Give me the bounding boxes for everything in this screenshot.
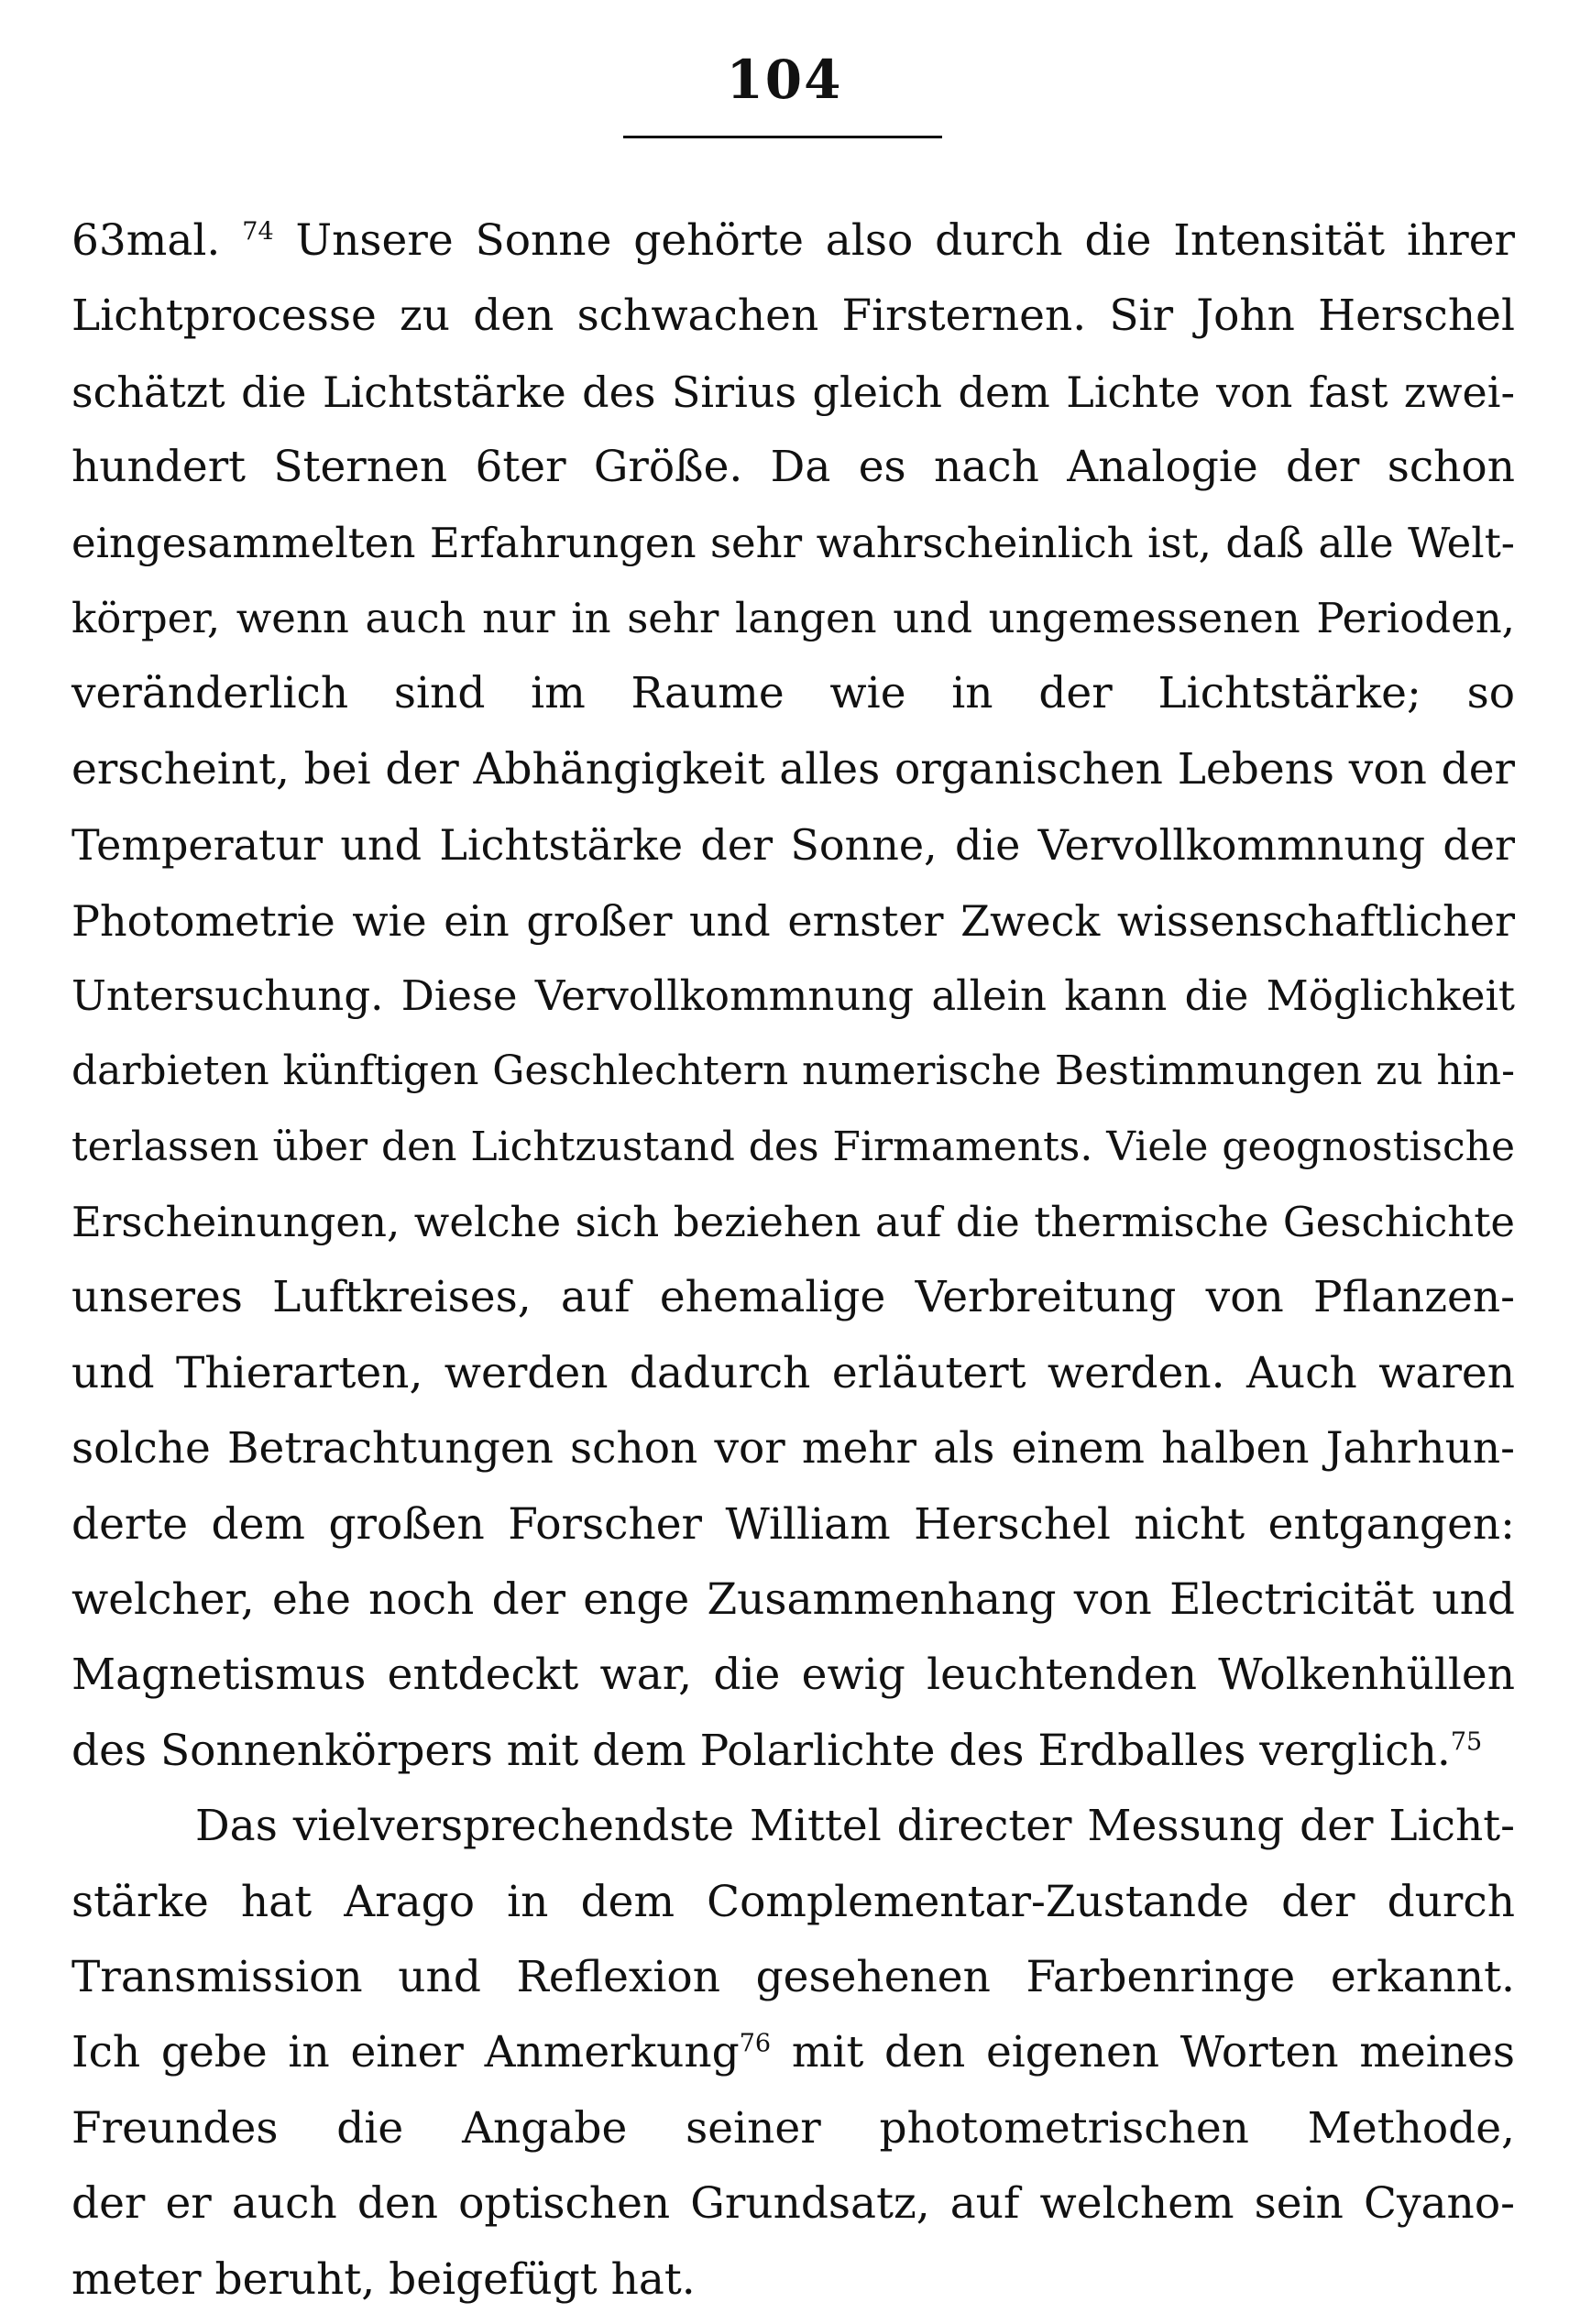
text-line: stärke hat Arago in dem Complementar-Zustande der durch — [71, 1876, 1515, 1927]
text-line: veränderlich sind im Raume wie in der Lichtstärke; so — [71, 668, 1515, 719]
text-line: solche Betrachtungen schon vor mehr als einem halben Jahrhun- — [71, 1423, 1515, 1474]
text-line: welcher, ehe noch der enge Zusammenhang von Electricität und — [71, 1574, 1515, 1626]
footnote-ref-76: 76 — [739, 2029, 772, 2058]
header-rule — [623, 136, 942, 138]
text-line: Ich gebe in einer Anmerkung$^{76}$ mit den eigenen Worten meines — [71, 2027, 1515, 2078]
text-line: Erscheinungen, welche sich beziehen auf die thermische Geschichte — [71, 1198, 1515, 1247]
text-line: Photometrie wie ein großer und ernster Zweck wissenschaftlicher — [71, 895, 1515, 946]
page-number: 104 — [726, 49, 843, 111]
text-line: unseres Luftkreises, auf ehemalige Verbreitung von Pflanzen- — [71, 1272, 1515, 1323]
text-line: körper, wenn auch nur in sehr langen und ungemessenen Perioden, — [71, 593, 1515, 642]
text-line: Magnetismus entdeckt war, die ewig leuchtenden Wolkenhüllen — [71, 1650, 1515, 1701]
text-line: terlassen über den Lichtzustand des Firmaments. Viele geognostische — [71, 1123, 1515, 1170]
body-text — [71, 203, 1515, 2318]
text-line: des Sonnenkörpers mit dem Polarlichte des Erdballes verglich.$^{75}$ — [71, 1725, 1483, 1776]
text-line: Untersuchung. Diese Vervollkommnung allein kann die Möglichkeit — [71, 970, 1515, 1020]
footnote-ref-74: 74 — [242, 217, 274, 247]
text-line: derte dem großen Forscher William Herschel nicht entgangen: — [71, 1498, 1515, 1550]
text-line: Lichtprocesse zu den schwachen Firsternen. Sir John Herschel — [71, 290, 1515, 342]
text-line: 63mal. $^{74}$ Unsere Sonne gehörte also durch die Intensität ihrer — [71, 215, 1515, 266]
text-line: Transmission und Reflexion gesehenen Farbenringe erkannt. — [71, 1951, 1515, 2002]
footnote-ref-75: 75 — [1450, 1727, 1483, 1757]
text-line: darbieten künftigen Geschlechtern numerische Bestimmungen zu hin- — [71, 1047, 1515, 1095]
text-line: und Thierarten, werden dadurch erläutert werden. Auch waren — [71, 1347, 1515, 1398]
text-line: Freundes die Angabe seiner photometrischen Methode, — [71, 2102, 1515, 2154]
text-line: Das vielversprechendste Mittel directer Messung der Licht- — [195, 1801, 1515, 1852]
text-line: der er auch den optischen Grundsatz, auf welchem sein Cyano- — [71, 2178, 1515, 2230]
text-line: erscheint, bei der Abhängigkeit alles organischen Lebens von der — [71, 743, 1515, 795]
text-line: hundert Sternen 6ter Größe. Da es nach Analogie der schon — [71, 442, 1515, 493]
text-line: schätzt die Lichtstärke des Sirius gleich dem Lichte von fast zwei- — [71, 367, 1515, 417]
text-line: meter beruht, beigefügt hat. — [71, 2253, 696, 2305]
text-line: Temperatur und Lichtstärke der Sonne, die Vervollkommnung der — [71, 820, 1515, 871]
text-line: eingesammelten Erfahrungen sehr wahrscheinlich ist, daß alle Welt- — [71, 518, 1515, 567]
